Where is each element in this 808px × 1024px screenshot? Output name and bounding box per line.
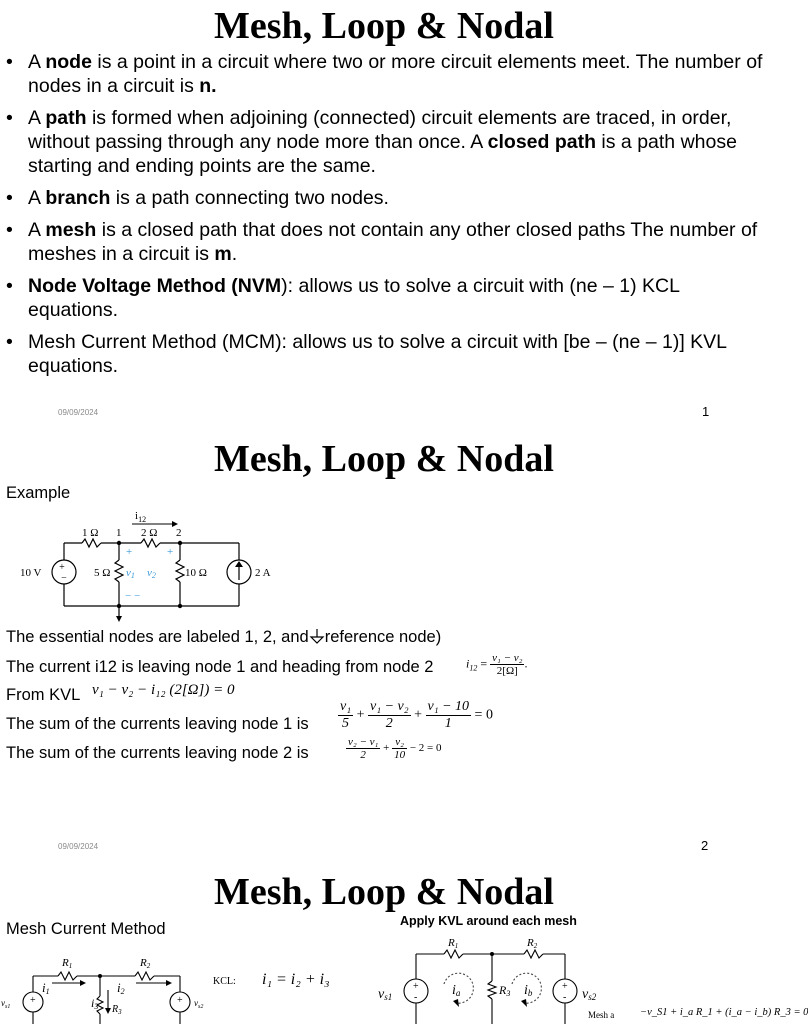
v1-plus-sign: + bbox=[126, 546, 133, 558]
right-r1-label: R1 bbox=[448, 937, 459, 950]
v2-label: v2 bbox=[147, 567, 156, 580]
bullet-text: A bbox=[28, 219, 46, 241]
source-minus-sign: − bbox=[61, 573, 67, 584]
slide-2-title: Mesh, Loop & Nodal bbox=[214, 438, 554, 480]
bullet-item bbox=[6, 274, 766, 322]
bullet-term: path bbox=[45, 107, 87, 129]
slide-1-date: 09/09/2024 bbox=[58, 408, 99, 417]
node-2-sum-text: The sum of the currents leaving node 2 is bbox=[6, 744, 309, 762]
bullet-item bbox=[6, 186, 766, 210]
source-plus-sign: + bbox=[59, 562, 65, 573]
bullet-marker: • bbox=[6, 275, 13, 297]
mesh-current-method-label: Mesh Current Method bbox=[6, 920, 166, 938]
bullet-text: is a closed path that does not contain any other closed paths The number of meshes in a circuit is bbox=[28, 219, 758, 265]
right-vs1-label: vs1 bbox=[378, 987, 393, 1002]
right-vs2-label: vs2 bbox=[582, 987, 597, 1002]
right-vs1-plus-sign: + bbox=[413, 981, 419, 992]
mesh-current-ib-label: ib bbox=[524, 983, 533, 998]
slide-3 bbox=[0, 864, 808, 1024]
essential-nodes-text: The essential nodes are labeled 1, 2, and reference node) bbox=[6, 628, 442, 646]
slide-1-bullet-list bbox=[6, 50, 766, 386]
bullet-marker: • bbox=[6, 187, 13, 209]
left-r2-label: R2 bbox=[140, 957, 151, 970]
bullet-text: is a point in a circuit where two or more circuit elements meet. The number of nodes in a circuit is bbox=[28, 51, 763, 97]
example-circuit-diagram bbox=[14, 506, 274, 626]
slide-3-title: Mesh, Loop & Nodal bbox=[214, 871, 554, 913]
bullet-item bbox=[6, 218, 766, 266]
bullet-term: node bbox=[45, 51, 92, 73]
bullet-marker: • bbox=[6, 51, 13, 73]
v1-label: v1 bbox=[126, 567, 135, 580]
mcm-left-circuit-diagram bbox=[0, 950, 210, 1024]
resistor-5ohm-label: 5 Ω bbox=[94, 567, 111, 579]
resistor-10ohm-label: 10 Ω bbox=[185, 567, 207, 579]
slide-2 bbox=[0, 432, 768, 864]
v1-v2-minus-signs: − − bbox=[125, 590, 141, 602]
bullet-term: Node Voltage Method (NVM bbox=[28, 275, 282, 297]
i12-label: $i_{12}$ bbox=[135, 510, 147, 524]
left-i3-label: i3 bbox=[91, 996, 99, 1011]
bullet-text: is a path connecting two nodes. bbox=[110, 187, 389, 209]
resistor-1ohm-label: 1 Ω bbox=[82, 527, 99, 539]
current-source-label: 2 A bbox=[255, 567, 271, 579]
apply-kvl-title: Apply KVL around each mesh bbox=[400, 914, 577, 928]
left-i1-label: i1 bbox=[42, 980, 50, 996]
mcm-mesh-circuit-diagram bbox=[372, 934, 608, 1024]
right-vs1-minus-sign: - bbox=[414, 992, 418, 1003]
v2-plus-sign: + bbox=[167, 546, 174, 558]
mesh-a-label: Mesh a bbox=[588, 1010, 615, 1020]
kvl-equation: v₁ − v₂ − i₁₂ (2[Ω]) = 0 bbox=[92, 682, 235, 698]
from-kvl-text: From KVL bbox=[6, 686, 81, 704]
node-1-label: 1 bbox=[116, 527, 122, 539]
voltage-source-label: 10 V bbox=[20, 567, 42, 579]
kcl-equation: i₁ = i₂ + i₃ bbox=[262, 971, 330, 988]
right-r2-label: R2 bbox=[527, 937, 538, 950]
node-1-equation: $\frac{\text{v₁}}{5}$ + $\frac{\text{v₁ − v₂}}{2}$ + $\frac{\text{v₁ − 10}}{1}$ = 0 bbox=[340, 699, 493, 731]
ground-icon bbox=[309, 628, 325, 644]
slide-2-date: 09/09/2024 bbox=[58, 842, 99, 851]
node-2-label: 2 bbox=[176, 527, 182, 539]
node-1-sum-text: The sum of the currents leaving node 1 is bbox=[6, 715, 309, 733]
bullet-term: mesh bbox=[45, 219, 97, 241]
bullet-item bbox=[6, 330, 766, 378]
right-vs2-minus-sign: - bbox=[563, 992, 567, 1003]
slide-2-page-number: 2 bbox=[701, 838, 709, 853]
left-vs1-label: $v_{s1}$ bbox=[1, 998, 11, 1010]
i12-equation: $i_{12}$ = $\frac{\text{v₁ − v₂}}{2[\Omega]}$ . bbox=[466, 652, 528, 677]
vs2-plus-sign: + bbox=[177, 995, 183, 1006]
bullet-text: is formed when adjoining (connected) circuit elements are traced, in order, without passing through any node more than once. A bbox=[28, 107, 732, 153]
mesh-current-ia-label: ia bbox=[452, 983, 461, 998]
vs1-plus-sign: + bbox=[30, 995, 36, 1006]
node-2-equation: $\frac{\text{v₂ − v₁}}{2}$ + $\frac{\text{v₂}}{10}$ − 2 = 0 bbox=[348, 736, 442, 761]
slide-1-title: Mesh, Loop & Nodal bbox=[214, 5, 554, 47]
bullet-term: branch bbox=[45, 187, 111, 209]
bullet-item bbox=[6, 50, 766, 98]
bullet-term: closed path bbox=[487, 131, 597, 153]
bullet-text: ): allows us to solve a circuit with (ne – 1) KCL equations. bbox=[28, 275, 680, 321]
kcl-label: KCL: bbox=[213, 976, 236, 987]
slide-1 bbox=[0, 0, 768, 432]
current-i12-text: The current i12 is leaving node 1 and heading from node 2 bbox=[6, 658, 434, 676]
slide-1-page-number: 1 bbox=[702, 404, 710, 419]
bullet-text: is a path whose starting and ending points are the same. bbox=[28, 131, 737, 177]
right-vs2-plus-sign: + bbox=[562, 981, 568, 992]
left-i2-label: i2 bbox=[117, 980, 125, 996]
mesh-a-equation: −v_S1 + i_a R_1 + (i_a − i_b) R_3 = 0 bbox=[640, 1007, 808, 1018]
bullet-term: n. bbox=[199, 75, 217, 97]
bullet-text: A bbox=[28, 187, 46, 209]
bullet-term: m bbox=[214, 243, 232, 265]
bullet-text: A bbox=[28, 51, 46, 73]
bullet-marker: • bbox=[6, 219, 13, 241]
bullet-text: . bbox=[231, 243, 238, 265]
bullet-marker: • bbox=[6, 107, 13, 129]
resistor-2ohm-label: 2 Ω bbox=[141, 527, 158, 539]
bullet-text: A bbox=[28, 107, 46, 129]
left-r1-label: R1 bbox=[62, 957, 73, 970]
bullet-text: Mesh Current Method (MCM): allows us to solve a circuit with [be – (ne – 1)] KVL equations. bbox=[28, 331, 727, 377]
left-vs2-label: $v_{s2}$ bbox=[194, 998, 204, 1010]
right-r3-label: R3 bbox=[499, 983, 511, 998]
example-label: Example bbox=[6, 484, 71, 502]
left-r3-label: $R_3$ bbox=[112, 1004, 122, 1016]
bullet-item bbox=[6, 106, 766, 178]
bullet-marker: • bbox=[6, 331, 13, 353]
